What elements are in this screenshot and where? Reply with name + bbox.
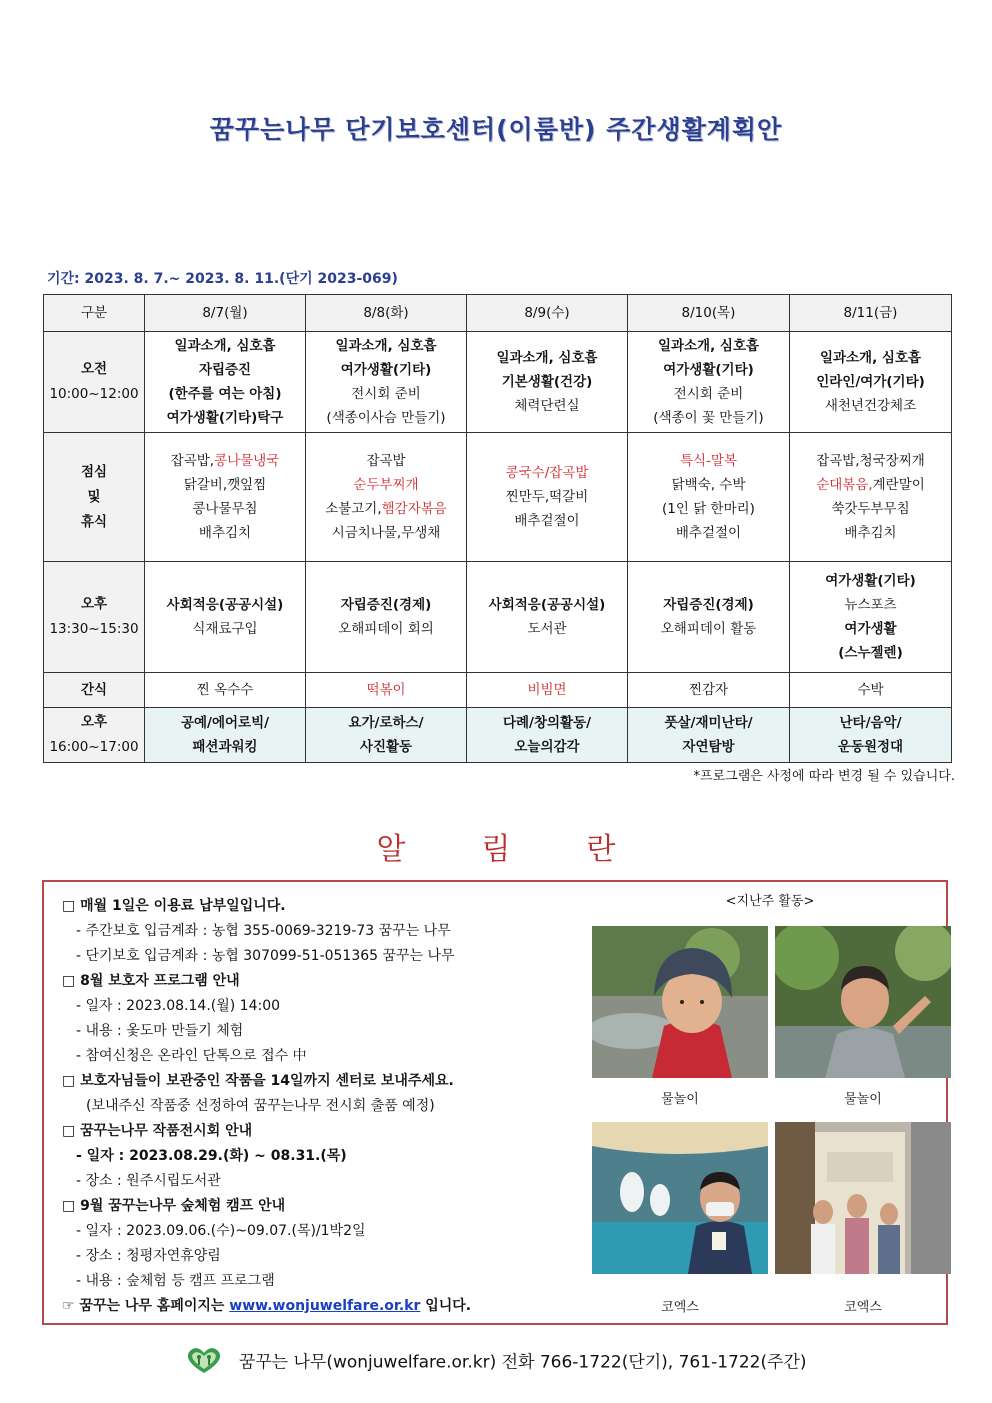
late-afternoon-cell: 공예/에어로빅/ 패션과워킹: [145, 708, 306, 763]
morning-cell: 일과소개, 심호흡 여가생활(기타) 전시회 준비 (색종이사슴 만들기): [306, 332, 467, 433]
photo-caption: 코엑스: [844, 1300, 882, 1315]
row-label-lunch: 점심 및 휴식: [44, 433, 145, 562]
table-row-lunch: [44, 433, 952, 562]
afternoon-cell: 자립증진(경제) 오해피데이 회의: [306, 562, 467, 673]
notice-item: - 장소 : 청평자연휴양림: [76, 1248, 221, 1264]
weekly-schedule-table: [43, 294, 952, 763]
afternoon-cell: 사회적응(공공시설) 도서관: [467, 562, 628, 673]
notice-title: 알림란: [376, 832, 692, 867]
row-label-afternoon: 오후 13:30~15:30: [44, 562, 145, 673]
notice-item: - 내용 : 옻도마 만들기 체험: [76, 1023, 244, 1039]
late-afternoon-cell: 난타/음악/ 운동원정대: [790, 708, 952, 763]
table-header-row: [44, 295, 952, 332]
lunch-menu-cell: 잡곡밥,콩나물냉국 닭갈비,깻잎찜 콩나물무침 배추김치: [145, 433, 306, 562]
lunch-menu-cell: 콩국수/잡곡밥 찐만두,떡갈비 배추겉절이: [467, 433, 628, 562]
snack-cell: 찐 옥수수: [145, 673, 306, 708]
row-label-snack: 간식: [44, 673, 145, 708]
table-row-snack: [44, 673, 952, 708]
snack-cell: 떡볶이: [306, 673, 467, 708]
schedule-note: *프로그램은 사정에 따라 변경 될 수 있습니다.: [693, 769, 955, 784]
header-cell: 8/10(목): [628, 295, 790, 332]
photo-coex-1: [592, 1122, 768, 1274]
row-label-late-afternoon: 오후 16:00~17:00: [44, 708, 145, 763]
notice-item: - 단기보호 입금계좌 : 농협 307099-51-051365 꿈꾸는 나무: [76, 948, 455, 964]
morning-cell: 일과소개, 심호흡 자립증진 (한주를 여는 아침) 여가생활(기타)탁구: [145, 332, 306, 433]
table-row-late-afternoon: [44, 708, 952, 763]
lunch-menu-cell: 잡곡밥,청국장찌개 순대볶음,계란말이 쑥갓두부무침 배추김치: [790, 433, 952, 562]
afternoon-cell: 여가생활(기타) 뉴스포츠 여가생활 (스누젤렌): [790, 562, 952, 673]
header-cell: 8/7(월): [145, 295, 306, 332]
table-row-afternoon: [44, 562, 952, 673]
header-cell: 8/11(금): [790, 295, 952, 332]
notice-box: [42, 880, 948, 1325]
afternoon-cell: 자립증진(경제) 오해피데이 활동: [628, 562, 790, 673]
header-cell: 8/8(화): [306, 295, 467, 332]
late-afternoon-cell: 요가/로하스/ 사진활동: [306, 708, 467, 763]
morning-cell: 일과소개, 심호흡 인라인/여가(기타) 새천년건강체조: [790, 332, 952, 433]
late-afternoon-cell: 다례/창의활동/ 오늘의감각: [467, 708, 628, 763]
homepage-line: ☞ 꿈꾸는 나무 홈페이지는 www.wonjuwelfare.or.kr 입니다.: [62, 1298, 472, 1314]
notice-item: - 일자 : 2023.08.29.(화) ~ 08.31.(목): [76, 1148, 347, 1164]
heart-logo-icon: [185, 1346, 223, 1379]
table-row-morning: [44, 332, 952, 433]
notice-heading: □ 매월 1일은 이용료 납부일입니다.: [62, 898, 286, 914]
notice-heading: □ 9월 꿈꾸는나무 숲체험 캠프 안내: [62, 1198, 286, 1214]
photos-title: <지난주 활동>: [725, 894, 815, 909]
lunch-menu-cell: 특식-말복 닭백숙, 수박 (1인 닭 한마리) 배추겉절이: [628, 433, 790, 562]
snack-cell: 수박: [790, 673, 952, 708]
late-afternoon-cell: 풋살/재미난타/ 자연탐방: [628, 708, 790, 763]
photo-water-play-1: [592, 926, 768, 1078]
photo-water-play-2: [775, 926, 951, 1078]
photo-caption: 물놀이: [844, 1092, 882, 1107]
header-cell: 8/9(수): [467, 295, 628, 332]
notice-item: - 일자 : 2023.08.14.(월) 14:00: [76, 998, 281, 1014]
schedule-period: 기간: 2023. 8. 7.~ 2023. 8. 11.(단기 2023-069): [47, 271, 398, 287]
snack-cell: 비빔면: [467, 673, 628, 708]
morning-cell: 일과소개, 심호흡 여가생활(기타) 전시회 준비 (색종이 꽃 만들기): [628, 332, 790, 433]
photo-coex-2: [775, 1122, 951, 1274]
photo-caption: 물놀이: [661, 1092, 699, 1107]
notice-item: - 일자 : 2023.09.06.(수)~09.07.(목)/1박2일: [76, 1223, 366, 1239]
lunch-menu-cell: 잡곡밥 순두부찌개 소불고기,햄감자볶음 시금치나물,무생채: [306, 433, 467, 562]
footer: [0, 1346, 992, 1379]
notice-list: [62, 894, 582, 1319]
photo-caption: 코엑스: [661, 1300, 699, 1315]
notice-item: - 주간보호 입금계좌 : 농협 355-0069-3219-73 꿈꾸는 나무: [76, 923, 451, 939]
homepage-link[interactable]: www.wonjuwelfare.or.kr: [229, 1298, 421, 1314]
notice-heading: □ 꿈꾸는나무 작품전시회 안내: [62, 1123, 253, 1139]
notice-item: - 장소 : 원주시립도서관: [76, 1173, 221, 1189]
notice-item: (보내주신 작품중 선정하여 꿈꾸는나무 전시회 출품 예정): [86, 1098, 435, 1114]
snack-cell: 찐감자: [628, 673, 790, 708]
morning-cell: 일과소개, 심호흡 기본생활(건강) 체력단련실: [467, 332, 628, 433]
notice-heading: □ 8월 보호자 프로그램 안내: [62, 973, 240, 989]
notice-item: - 참여신청은 온라인 단톡으로 접수 中: [76, 1048, 307, 1064]
notice-heading: □ 보호자님들이 보관중인 작품을 14일까지 센터로 보내주세요.: [62, 1073, 454, 1089]
notice-item: - 내용 : 숲체험 등 캠프 프로그램: [76, 1273, 275, 1289]
header-cell: 구분: [44, 295, 145, 332]
row-label-morning: 오전 10:00~12:00: [44, 332, 145, 433]
page-title: 꿈꾸는나무 단기보호센터(이룸반) 주간생활계획안: [209, 115, 783, 144]
footer-text: 꿈꾸는 나무(wonjuwelfare.or.kr) 전화 766-1722(단기), 761-1722(주간): [238, 1352, 807, 1373]
afternoon-cell: 사회적응(공공시설) 식재료구입: [145, 562, 306, 673]
